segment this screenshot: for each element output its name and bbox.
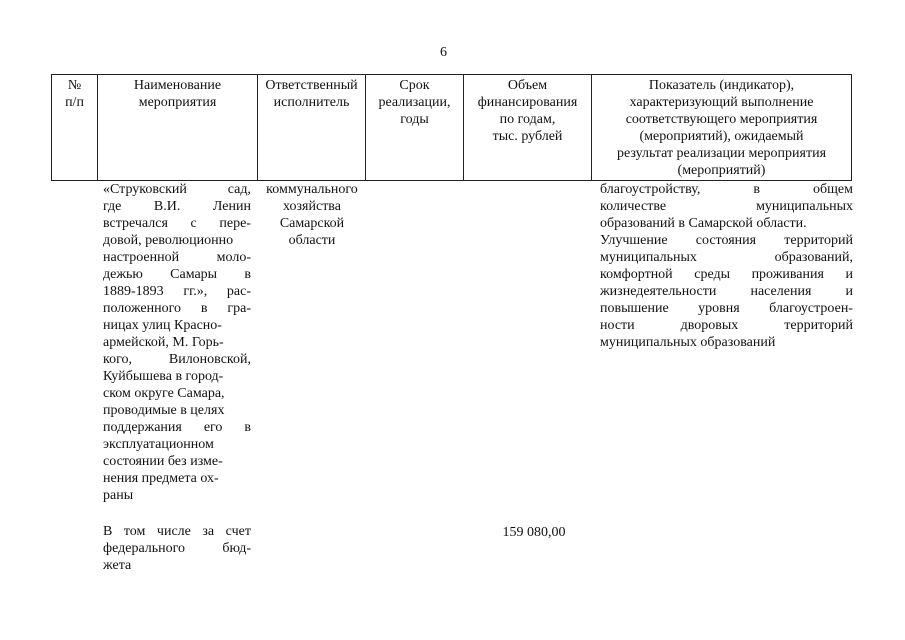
text-line [103,540,251,557]
word: количестве [600,199,667,214]
word: дворовых [680,318,739,333]
text-line [600,317,853,334]
header-line: по годам, [499,112,556,127]
word: В [103,524,113,539]
word: гра- [227,301,251,316]
text-line [600,232,853,249]
word: повышение [600,301,669,316]
header-line: реализации, [378,95,451,110]
header-line: исполнитель [273,95,350,110]
text-line: довой, революционно [103,233,234,248]
word: том [123,524,146,539]
word: населения [750,284,812,299]
header-line: Объем [507,78,548,93]
word: в [244,420,251,435]
header-line: п/п [65,95,84,110]
word: 1889-1893 [103,284,164,299]
text-line: ском округе Самара, [103,386,225,401]
word: общем [813,182,853,197]
text-line [103,181,251,198]
header-term [366,75,464,181]
text-line: жета [103,558,132,573]
word: и [845,284,853,299]
header-line: финансирования [477,95,578,110]
text-line: проводимые в целях [103,403,225,418]
text-line: муниципальных образований [600,335,776,350]
text-line [103,419,251,436]
text-line: нения предмета ох- [103,471,219,486]
text-line: Куйбышева в город- [103,369,224,384]
header-line: характеризующий выполнение [629,95,814,110]
executor-line: коммунального [266,182,358,197]
word: благоустроен- [769,301,853,316]
word: рас- [226,284,251,299]
header-indicator [592,75,852,181]
text-line: эксплуатационном [103,437,214,452]
header-line: результат реализации мероприятия [616,146,827,161]
text-line [600,198,853,215]
word: Улучшение [600,233,668,248]
header-line: (мероприятий), ожидаемый [639,129,804,144]
word: комфортной [600,267,673,282]
executor-line: Самарской [279,216,345,231]
word: гг.», [183,284,208,299]
text-line [103,283,251,300]
header-number [52,75,98,181]
word: настроенной [103,250,180,265]
text-line [103,249,251,266]
header-line: (мероприятий) [677,163,766,178]
word: поддержания [103,420,182,435]
text-line [600,283,853,300]
word: за [202,524,215,539]
word: Вилоновской, [168,352,251,367]
header-funding [464,75,592,181]
word: дежью [103,267,143,282]
funding-amount: 159 080,00 [502,525,566,540]
text-line: ницах улиц Красно- [103,318,222,333]
word: где [103,199,122,214]
indicator-cell [600,181,853,351]
word: числе [156,524,191,539]
word: сад, [227,182,251,197]
word: пере- [219,216,251,231]
text-line: армейской, М. Горь- [103,335,224,350]
text-line [103,300,251,317]
word: Ленин [212,199,251,214]
word: благоустройству, [600,182,701,197]
text-line [103,523,251,540]
word: Самары [170,267,218,282]
word: и [845,267,853,282]
text-line [600,249,853,266]
executor-cell [259,181,365,249]
header-line: № [67,78,82,93]
text-line [103,198,251,215]
text-line [600,266,853,283]
header-name [98,75,258,181]
word: проживания [751,267,824,282]
executor-line: области [288,233,336,248]
header-line: Наименование [133,78,222,93]
word: с [190,216,197,231]
word: счет [225,524,251,539]
text-line: состоянии без изме- [103,454,223,469]
header-line: мероприятия [138,95,217,110]
word: уровня [698,301,740,316]
word: ности [600,318,635,333]
text-line [103,266,251,283]
word: кого, [103,352,132,367]
text-line [600,300,853,317]
header-line: тыс. рублей [492,129,563,144]
text-line [103,215,251,232]
word: положенного [103,301,182,316]
event-name-cell [103,181,251,504]
word: территорий [784,318,853,333]
word: встречался [103,216,168,231]
word: бюд- [222,541,251,556]
word: его [203,420,223,435]
word: в [753,182,761,197]
text-line [600,181,853,198]
word: жизнедеятельности [600,284,717,299]
table-header [51,74,852,181]
word: среды [694,267,731,282]
header-executor [258,75,366,181]
word: В.И. [153,199,181,214]
word: образований, [774,250,853,265]
word: в [200,301,208,316]
word: «Струковский [103,182,187,197]
word: в [244,267,251,282]
header-line: Показатель (индикатор), [648,78,795,93]
word: территорий [784,233,853,248]
header-line: годы [400,112,429,127]
executor-line: хозяйства [283,199,341,214]
text-line [103,351,251,368]
page-number: 6 [440,45,447,60]
word: состояния [695,233,757,248]
word: федерального [103,541,186,556]
text-line: образований в Самарской области. [600,216,807,231]
header-line: Ответственный [265,78,358,93]
word: муниципальных [756,199,853,214]
federal-budget-label [103,523,251,574]
header-line: соответствующего мероприятия [625,112,818,127]
text-line: раны [103,488,134,503]
header-line: Срок [399,78,430,93]
word: муниципальных [600,250,697,265]
word: моло- [216,250,251,265]
